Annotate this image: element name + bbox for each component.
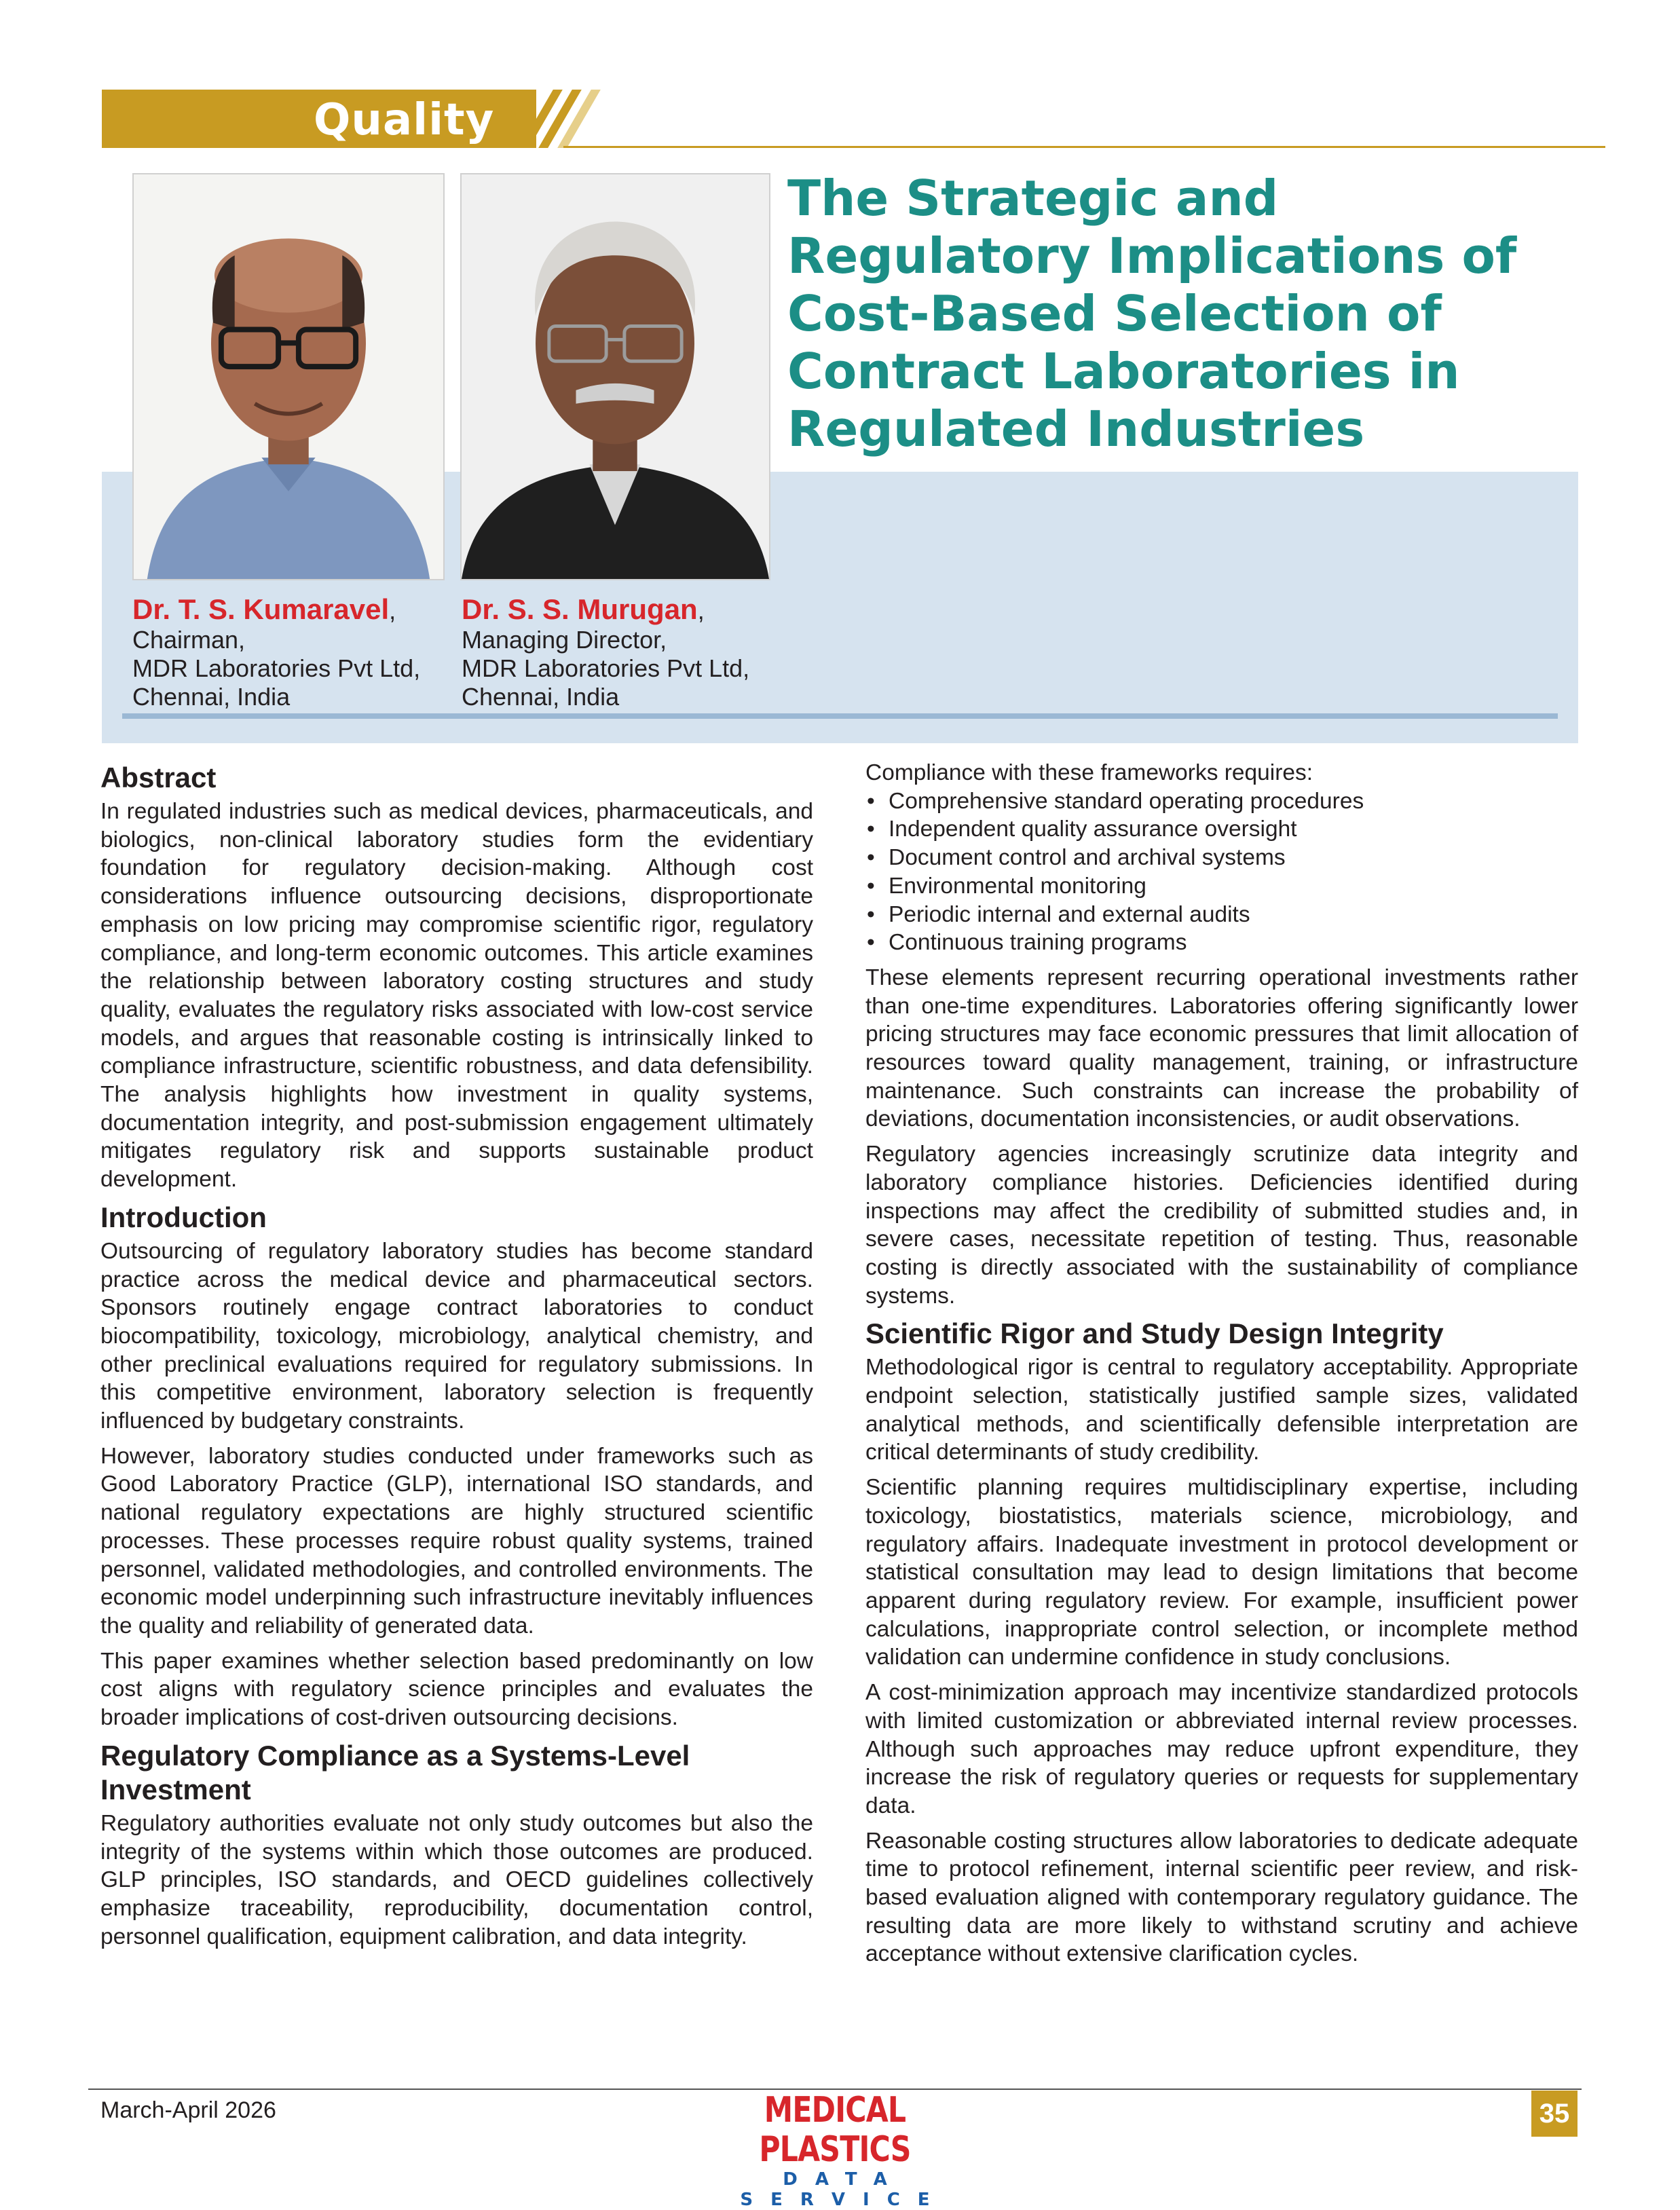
- rigor-heading: Scientific Rigor and Study Design Integrity: [865, 1317, 1444, 1350]
- body-paragraph: Reasonable costing structures allow laboratories to dedicate adequate time to protocol refinement, internal scientific peer review, and risk-based evaluation aligned with contemporary regulatory guidance. The resulting data are more likely to withstand scrutiny and achieve acceptance without extensive clarification cycles.: [865, 1828, 1578, 1967]
- list-item: • Periodic internal and external audits: [865, 901, 1578, 929]
- header-rule: [563, 146, 1605, 148]
- abstract-paragraph: In regulated industries such as medical devices, pharmaceuticals, and biologics, non-clinical laboratory studies form the evidentiary foundation for regulatory decision-making. Although cost considerations influence outsourcing decisions, disproportionate emphasis on low pricing may compromise scientific rigor, regulatory compliance, and long-term economic outcomes. This article examines the relationship between laboratory costing structures and study quality, evaluates the regulatory risks associated with low-cost service models, and argues that reasonable costing is intrinsically linked to compliance infrastructure, scientific robustness, and data defensibility. The analysis highlights how investment in quality systems, documentation integrity, and post-submission engagement ultimately mitigates regulatory risk and supports sustainable product development.: [100, 799, 813, 1193]
- author-name: Dr. T. S. Kumaravel: [132, 593, 390, 625]
- publication-logo: [713, 2091, 957, 2210]
- author-photo-kumaravel: [132, 173, 445, 580]
- list-item: • Document control and archival systems: [865, 844, 1578, 872]
- author-role: Managing Director,: [462, 626, 667, 654]
- left-column: [100, 757, 813, 1958]
- requirements-list: [865, 787, 1578, 957]
- author-band-rule: [122, 713, 1558, 719]
- body-paragraph: A cost-minimization approach may incentivize standardized protocols with limited customization or abbreviated internal review processes. Although such approaches may reduce upfront expenditure, they increase the risk of regulatory queries or requests for supplementary data.: [865, 1680, 1578, 1818]
- author-photo-murugan: [460, 173, 770, 580]
- body-paragraph: Scientific planning requires multidisciplinary expertise, including toxicology, biostatistics, materials science, microbiology, and regulatory affairs. Inadequate investment in protocol development or statistical consultation may lead to design limitations that become apparent during regulatory review. For example, insufficient power calculations, inappropriate control selection, or incomplete method validation can undermine confidence in study conclusions.: [865, 1475, 1578, 1670]
- requirements-intro: Compliance with these frameworks requires:: [865, 760, 1313, 785]
- list-item: • Environmental monitoring: [865, 872, 1578, 901]
- author-location: Chennai, India: [132, 683, 291, 711]
- page-number: 35: [1531, 2091, 1578, 2137]
- abstract-heading: Abstract: [100, 762, 217, 793]
- brand-line-2: DATA SERVICE: [740, 2169, 948, 2210]
- introduction-paragraph: However, laboratory studies conducted under frameworks such as Good Laboratory Practice (GLP), international ISO standards, and national regulatory expectations are highly structured scientific processes. These processes require robust quality systems, trained personnel, validated methodologies, and controlled environments. The economic model underpinning such infrastructure inevitably influences the quality and reliability of generated data.: [100, 1443, 813, 1638]
- list-item: • Independent quality assurance oversight: [865, 815, 1578, 844]
- body-paragraph: Regulatory agencies increasingly scrutinize data integrity and laboratory compliance histories. Deficiencies identified during inspections may affect the credibility of submitted studies and, in severe cases, necessitate repetition of testing. Thus, reasonable costing is directly associated with the sustainability of compliance systems.: [865, 1142, 1578, 1309]
- issue-date: March-April 2026: [100, 2097, 276, 2123]
- body-paragraph: These elements represent recurring operational investments rather than one-time expenditures. Laboratories offering significantly lower pricing structures may face economic pressures that limit allocation of resources toward quality management, training, or infrastructure maintenance. Such constraints can increase the probability of deviations, documentation inconsistencies, or audit observations.: [865, 964, 1578, 1132]
- author-organization: MDR Laboratories Pvt Ltd,: [462, 654, 750, 682]
- list-item: • Comprehensive standard operating procedures: [865, 787, 1578, 816]
- introduction-heading: Introduction: [100, 1201, 267, 1233]
- right-column: [865, 759, 1578, 1975]
- author-name: Dr. S. S. Murugan: [462, 593, 698, 625]
- body-paragraph: Methodological rigor is central to regulatory acceptability. Appropriate endpoint selection, statistically justified sample sizes, validated analytical methods, and scientifically defensible interpretation are critical determinants of study credibility.: [865, 1355, 1578, 1465]
- section-label: Quality: [314, 95, 495, 145]
- author-block-kumaravel: Dr. T. S. Kumaravel, Chairman, MDR Laboratories Pvt Ltd, Chennai, India: [132, 593, 421, 711]
- brand-line-1: MEDICAL PLASTICS: [759, 2090, 911, 2170]
- compliance-paragraph: Regulatory authorities evaluate not only study outcomes but also the integrity of the systems within which those outcomes are produced. GLP principles, ISO standards, and OECD guidelines collectively emphasize traceability, reproducibility, documentation control, personnel qualification, equipment calibration, and data integrity.: [100, 1810, 813, 1949]
- author-location: Chennai, India: [462, 683, 620, 711]
- author-role: Chairman,: [132, 626, 246, 654]
- author-block-murugan: Dr. S. S. Murugan, Managing Director, MDR Laboratories Pvt Ltd, Chennai, India: [462, 593, 750, 711]
- article-title: The Strategic and Regulatory Implications of Cost-Based Selection of Contract Laboratories in Regulated Industries: [787, 170, 1517, 457]
- author-organization: MDR Laboratories Pvt Ltd,: [132, 654, 421, 682]
- introduction-paragraph: This paper examines whether selection based predominantly on low cost aligns with regulatory science principles and evaluates the broader implications of cost-driven outsourcing decisions.: [100, 1648, 813, 1731]
- list-item: • Continuous training programs: [865, 929, 1578, 957]
- introduction-paragraph: Outsourcing of regulatory laboratory studies has become standard practice across the medical device and pharmaceutical sectors. Sponsors routinely engage contract laboratories to conduct biocompatibility, toxicology, microbiology, analytical chemistry, and other preclinical evaluations required for regulatory submissions. In this competitive environment, laboratory selection is frequently influenced by budgetary constraints.: [100, 1238, 813, 1434]
- compliance-heading: Regulatory Compliance as a Systems-Level Investment: [100, 1739, 690, 1805]
